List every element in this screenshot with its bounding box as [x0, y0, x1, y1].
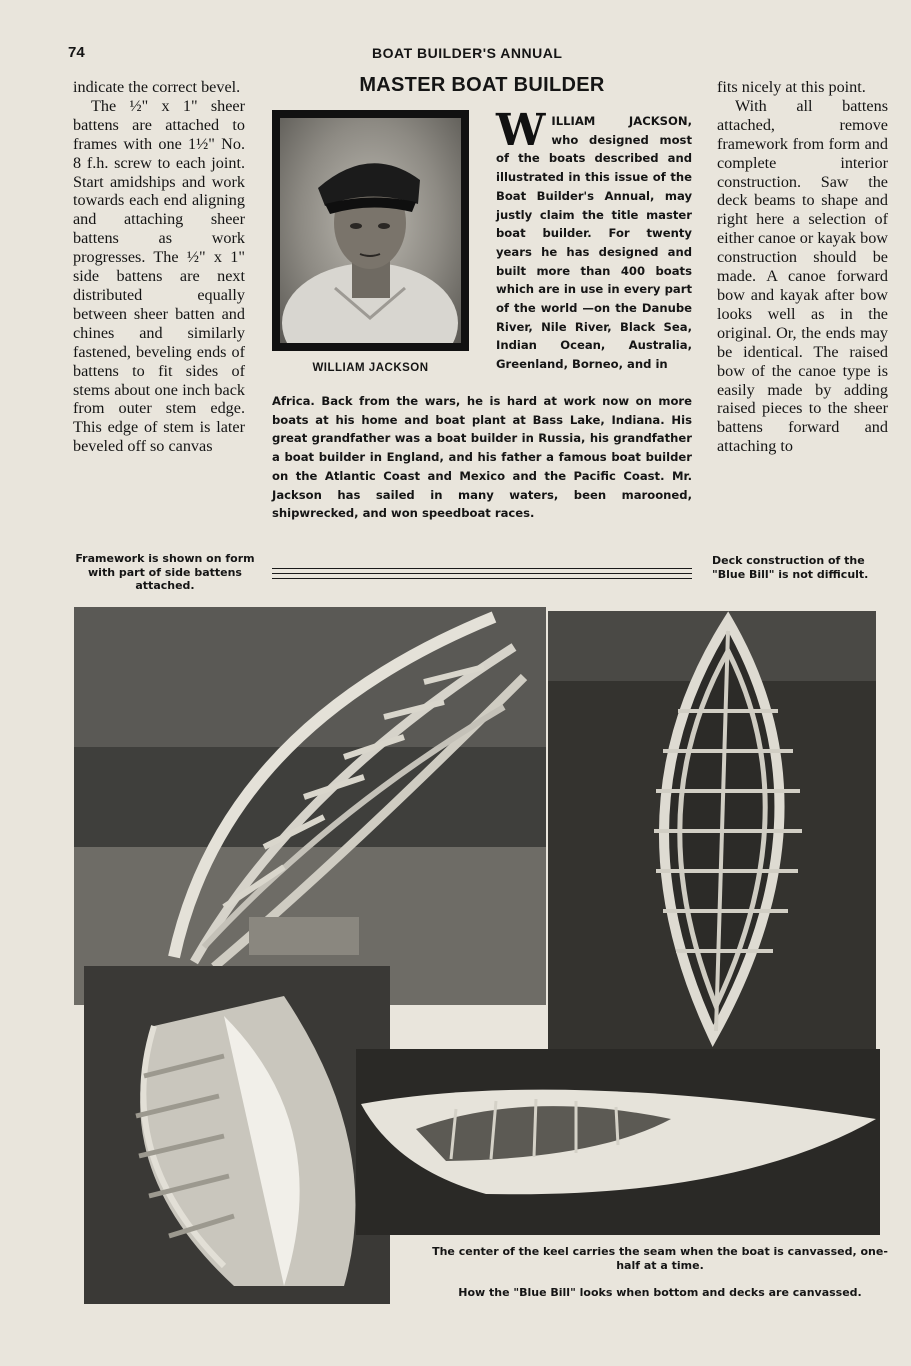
- framework-photo: [74, 607, 546, 1005]
- paragraph: indicate the correct bevel.: [73, 78, 241, 96]
- feature-headline: MASTER BOAT BUILDER: [359, 74, 605, 96]
- divider-rule: [272, 578, 692, 579]
- bio-text-top: [496, 105, 692, 374]
- portrait-photo: [272, 110, 469, 351]
- deck-construction-photo: [548, 611, 876, 1049]
- paragraph: With all battens attached, remove framework from form and complete interior construction. Saw the deck beams to shape and right here a selection of either canoe or kayak bow construction should be made. A canoe forward bow and kayak after bow looks well as in the original. Or, the ends may be identical. The raised bow of the canoe type is easily made by adding raised pieces to the sheer battens forward and attaching to: [717, 96, 888, 456]
- paragraph: The ½" x 1" sheer battens are attached to frames with one 1½" No. 8 f.h. screw to each joint. Start amidships and work towards each end aligning and attaching sheer battens as work progresses. The ½" x 1" side battens are next distributed equally between sheer batten and chines and similarly fastened, beveling ends of battens to fit sides of stems about one inch back from outer stem edge. This edge of stem is later beveled off so canvas: [73, 96, 245, 456]
- running-head: BOAT BUILDER'S ANNUAL: [372, 45, 563, 61]
- drop-cap: W: [496, 105, 546, 156]
- blue-bill-photo: [356, 1049, 880, 1235]
- paragraph: fits nicely at this point.: [717, 78, 866, 96]
- portrait-image: [280, 118, 461, 343]
- keel-canvas-photo: [84, 966, 390, 1304]
- bio-text-top-body: ILLIAM JACKSON, who designed most of the boats described and illustrated in this issue of the Boat Builder's Annual, may justly claim the title master boat builder. For twenty years he has designed and built more than 400 boats which are in use in every part of the world —on the Danube River, Nile River, Black Sea, Indian Ocean, Australia, Greenland, Borneo, and in: [496, 114, 692, 372]
- divider-rule: [272, 573, 692, 574]
- caption-deck: Deck construction of the "Blue Bill" is not difficult.: [712, 554, 869, 581]
- right-column-text: [717, 78, 888, 456]
- divider-rule: [272, 568, 692, 569]
- page-number: 74: [68, 44, 85, 61]
- portrait-caption: WILLIAM JACKSON: [312, 362, 429, 374]
- caption-keel-seam: The center of the keel carries the seam when the boat is canvassed, one-half at a time.: [432, 1245, 888, 1272]
- caption-blue-bill: How the "Blue Bill" looks when bottom and decks are canvassed.: [458, 1286, 862, 1299]
- bio-text-bottom: Africa. Back from the wars, he is hard at work now on more boats at his home and boat plant at Bass Lake, Indiana. His great grandfather was a boat builder in Russia, his grandfather a boat builder in England, and his father a famous boat builder on the Atlantic Coast and Mexico and the Pacific Coast. Mr. Jackson has sailed in many waters, been marooned, shipwrecked, and won speedboat races.: [272, 394, 692, 521]
- caption-framework: Framework is shown on form with part of side battens attached.: [75, 552, 255, 592]
- left-column-text: [73, 78, 245, 456]
